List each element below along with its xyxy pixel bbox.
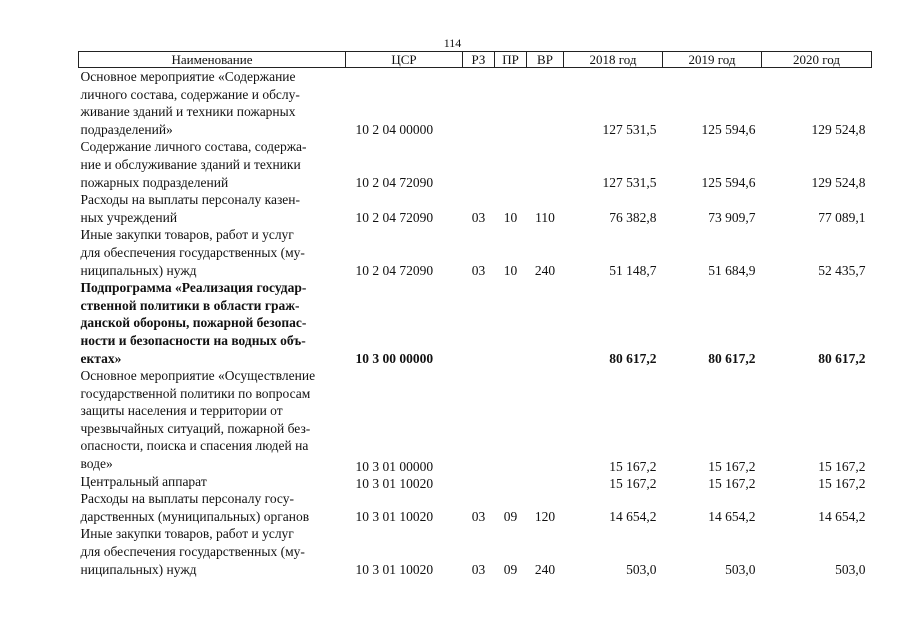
table-body xyxy=(79,68,872,579)
row-pr xyxy=(495,473,527,491)
row-name-line: Основное мероприятие «Осуществление xyxy=(80,368,316,384)
header-2019: 2019 год xyxy=(663,52,762,68)
row-csr: 10 2 04 72090 xyxy=(355,262,434,278)
row-value-2018: 51 148,7 xyxy=(609,262,657,278)
row-value-2020: 80 617,2 xyxy=(818,350,866,366)
row-vr: 110 xyxy=(535,209,555,225)
budget-table xyxy=(78,51,872,578)
table-row xyxy=(79,367,872,473)
row-value-2019: 80 617,2 xyxy=(708,350,756,366)
row-csr: 10 2 04 72090 xyxy=(355,209,434,225)
row-name-line: Подпрограмма «Реализация государ- xyxy=(80,280,307,296)
header-pr: ПР xyxy=(495,52,527,68)
row-value-2019: 503,0 xyxy=(725,561,756,577)
row-value-2020: 14 654,2 xyxy=(818,508,866,524)
row-pr: 10 xyxy=(503,209,518,225)
row-value-2019: 125 594,6 xyxy=(701,121,756,137)
row-name-line: ственной политики в области граж- xyxy=(80,297,300,313)
row-vr: 240 xyxy=(534,262,556,278)
row-rz: 03 xyxy=(471,209,486,225)
row-name-line: ности и безопасности на водных объ- xyxy=(80,332,306,348)
row-name xyxy=(79,367,346,473)
row-value-2018: 15 167,2 xyxy=(609,476,657,492)
table-row xyxy=(79,68,872,139)
row-name-line: государственной политики по вопросам xyxy=(80,385,311,401)
budget-table-container xyxy=(78,51,871,578)
row-rz xyxy=(463,279,495,367)
header-row xyxy=(79,52,872,68)
row-vr xyxy=(527,279,564,367)
row-name-line: защиты населения и территории от xyxy=(80,403,283,419)
row-name xyxy=(79,473,346,491)
table-row xyxy=(79,226,872,279)
row-value-2020: 15 167,2 xyxy=(818,458,866,474)
table-row xyxy=(79,279,872,367)
row-value-2019: 14 654,2 xyxy=(708,508,756,524)
row-value-2018: 14 654,2 xyxy=(609,508,657,524)
row-pr: 10 xyxy=(503,262,518,278)
row-name-line: подразделений» xyxy=(80,121,173,137)
row-name-line: Расходы на выплаты персоналу казен- xyxy=(80,192,301,208)
row-vr xyxy=(527,473,564,491)
row-rz: 03 xyxy=(471,262,486,278)
row-value-2018: 503,0 xyxy=(626,561,657,577)
row-name-line: данской обороны, пожарной безопас- xyxy=(80,315,307,331)
row-pr xyxy=(495,68,527,139)
row-name xyxy=(79,191,346,226)
table-header xyxy=(79,52,872,68)
header-2018: 2018 год xyxy=(564,52,663,68)
row-value-2018: 15 167,2 xyxy=(609,458,657,474)
row-name-line: Иные закупки товаров, работ и услуг xyxy=(80,227,294,243)
row-csr: 10 3 00 00000 xyxy=(355,350,434,366)
row-pr xyxy=(495,138,527,191)
row-pr: 09 xyxy=(503,561,518,577)
row-vr xyxy=(527,68,564,139)
row-value-2020: 503,0 xyxy=(835,561,866,577)
row-name-line: ных учреждений xyxy=(80,209,178,225)
row-value-2018: 80 617,2 xyxy=(609,350,657,366)
row-name-line: ние и обслуживание зданий и техники xyxy=(80,156,301,172)
row-name-line: Основное мероприятие «Содержание xyxy=(80,69,296,84)
row-name-line: живание зданий и техники пожарных xyxy=(80,104,296,120)
row-name-line: Содержание личного состава, содержа- xyxy=(80,139,307,155)
row-value-2019: 51 684,9 xyxy=(708,262,756,278)
row-name-line: ектах» xyxy=(80,350,122,366)
row-value-2019: 73 909,7 xyxy=(708,209,756,225)
row-value-2020: 129 524,8 xyxy=(811,121,866,137)
row-name xyxy=(79,525,346,578)
header-csr: ЦСР xyxy=(346,52,463,68)
row-name xyxy=(79,138,346,191)
row-pr xyxy=(495,367,527,473)
row-name xyxy=(79,279,346,367)
table-row xyxy=(79,191,872,226)
row-vr xyxy=(527,138,564,191)
header-name: Наименование xyxy=(79,52,346,68)
row-pr: 09 xyxy=(503,508,518,524)
row-vr xyxy=(527,367,564,473)
row-vr: 240 xyxy=(534,561,556,577)
row-csr: 10 2 04 00000 xyxy=(355,121,434,137)
row-csr: 10 3 01 00000 xyxy=(355,458,434,474)
row-csr: 10 3 01 10020 xyxy=(355,561,434,577)
row-name-line: ниципальных) нужд xyxy=(80,262,197,278)
table-row xyxy=(79,490,872,525)
row-name-line: чрезвычайных ситуаций, пожарной без- xyxy=(80,420,311,436)
row-csr: 10 3 01 10020 xyxy=(355,508,434,524)
row-name-line: Центральный аппарат xyxy=(80,473,207,489)
row-name-line: для обеспечения государственных (му- xyxy=(80,544,305,560)
table-row xyxy=(79,525,872,578)
row-rz xyxy=(463,473,495,491)
row-value-2020: 129 524,8 xyxy=(811,174,866,190)
row-name-line: опасности, поиска и спасения людей на xyxy=(80,438,309,454)
row-name-line: ниципальных) нужд xyxy=(80,561,197,577)
row-rz: 03 xyxy=(471,561,486,577)
row-name xyxy=(79,68,346,139)
row-value-2020: 52 435,7 xyxy=(818,262,866,278)
row-value-2020: 77 089,1 xyxy=(818,209,866,225)
row-value-2018: 127 531,5 xyxy=(602,121,657,137)
page-number: 114 xyxy=(443,36,462,50)
row-name-line: для обеспечения государственных (му- xyxy=(80,244,305,260)
row-csr: 10 3 01 10020 xyxy=(355,476,434,492)
row-name xyxy=(79,490,346,525)
row-name-line: дарственных (муниципальных) органов xyxy=(80,508,310,524)
row-value-2018: 76 382,8 xyxy=(609,209,657,225)
row-value-2019: 125 594,6 xyxy=(701,174,756,190)
row-name-line: Иные закупки товаров, работ и услуг xyxy=(80,526,294,542)
row-value-2018: 127 531,5 xyxy=(602,174,657,190)
row-vr: 120 xyxy=(534,508,556,524)
table-row xyxy=(79,138,872,191)
row-name-line: воде» xyxy=(80,456,113,472)
row-name-line: Расходы на выплаты персоналу госу- xyxy=(80,491,294,507)
header-2020: 2020 год xyxy=(762,52,872,68)
header-vr: ВР xyxy=(527,52,564,68)
row-name-line: пожарных подразделений xyxy=(80,174,229,190)
table-row xyxy=(79,473,872,491)
row-name-line: личного состава, содержание и обслу- xyxy=(80,86,300,102)
row-name xyxy=(79,226,346,279)
row-csr: 10 2 04 72090 xyxy=(355,174,434,190)
row-value-2019: 15 167,2 xyxy=(708,476,756,492)
row-pr xyxy=(495,279,527,367)
row-rz: 03 xyxy=(471,508,486,524)
row-value-2020: 15 167,2 xyxy=(818,476,866,492)
row-value-2019: 15 167,2 xyxy=(708,458,756,474)
row-rz xyxy=(463,68,495,139)
row-rz xyxy=(463,367,495,473)
row-rz xyxy=(463,138,495,191)
header-rz: РЗ xyxy=(463,52,495,68)
